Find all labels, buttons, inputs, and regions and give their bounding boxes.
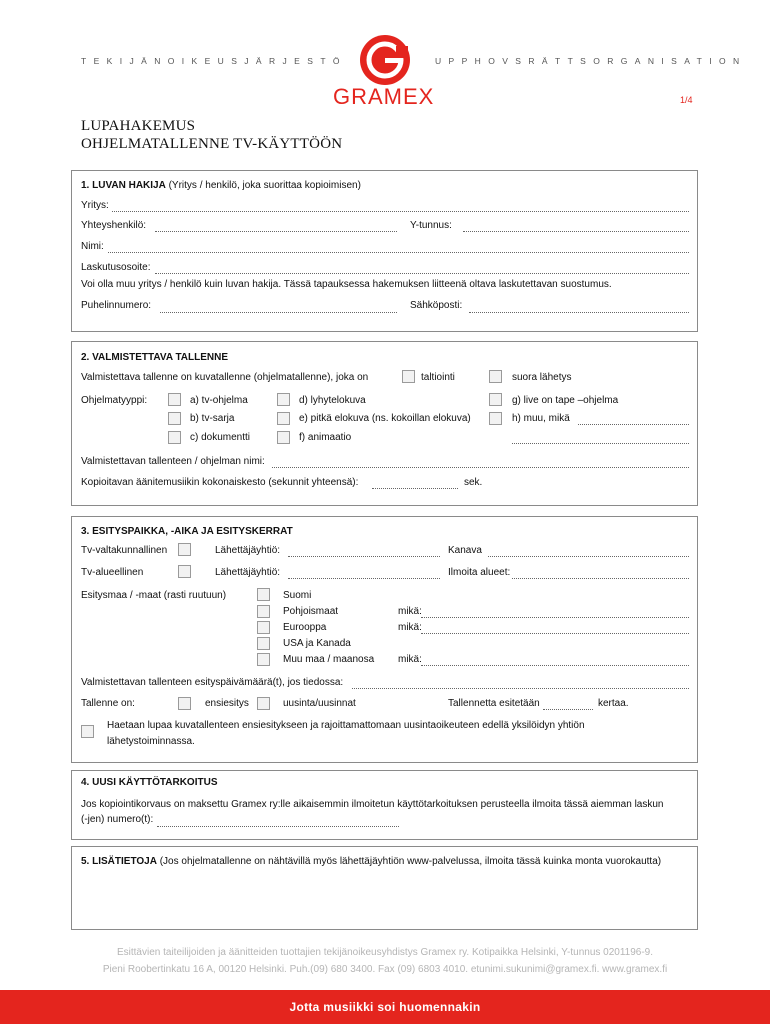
type-f-label: f) animaatio	[299, 432, 352, 443]
channel-field[interactable]	[488, 556, 689, 557]
national-tv-label: Tv-valtakunnallinen	[81, 545, 168, 556]
dates-label: Valmistettavan tallenteen esityspäivämäärä(t), jos tiedossa:	[81, 677, 344, 688]
europe-label: Eurooppa	[283, 622, 327, 633]
regional-tv-label: Tv-alueellinen	[81, 567, 144, 578]
invoice-number-field[interactable]	[157, 826, 399, 827]
business-id-field[interactable]	[463, 231, 689, 232]
first-run-label: ensiesitys	[205, 698, 249, 709]
type-h-checkbox[interactable]	[489, 412, 502, 425]
type-d-label: d) lyhytelokuva	[299, 395, 366, 406]
section-1-heading: 1. LUVAN HAKIJA (Yritys / henkilö, joka suorittaa kopioimisen)	[81, 180, 361, 191]
other-country-checkbox[interactable]	[257, 653, 270, 666]
type-c-checkbox[interactable]	[168, 431, 181, 444]
seconds-unit: sek.	[464, 477, 483, 488]
countries-label: Esitysmaa / -maat (rasti ruutuun)	[81, 590, 227, 601]
live-broadcast-checkbox[interactable]	[489, 370, 502, 383]
nordic-checkbox[interactable]	[257, 605, 270, 618]
type-e-label: e) pitkä elokuva (ns. kokoillan elokuva)	[299, 413, 471, 424]
section-2-heading: 2. VALMISTETTAVA TALLENNE	[81, 352, 229, 363]
recording-checkbox[interactable]	[402, 370, 415, 383]
billing-note: Voi olla muu yritys / henkilö kuin luvan hakija. Tässä tapauksessa hakemuksen liitteenä oltava laskutettavan suostumus.	[81, 279, 612, 290]
footer-address-line-2: Pieni Roobertinkatu 16 A, 00120 Helsinki. Puh.(09) 680 3400. Fax (09) 6803 4010. etunimi.sukunimi@gramex.fi. www.gramex.fi	[102, 964, 668, 975]
broadcaster-label-1: Lähettäjäyhtiö:	[215, 545, 281, 556]
broadcaster-label-2: Lähettäjäyhtiö:	[215, 567, 281, 578]
billing-label: Laskutusosoite:	[81, 262, 151, 273]
type-f-checkbox[interactable]	[277, 431, 290, 444]
footer-banner	[0, 990, 770, 1024]
times-field[interactable]	[543, 709, 593, 710]
broadcaster-field-2[interactable]	[288, 578, 440, 579]
request-text: Haetaan lupaa kuvatallenteen ensiesitykseen ja rajoittamattomaan uusintaoikeuteen edellä yksilöidyn yhtiön	[107, 720, 585, 731]
form-title: LUPAHAKEMUS	[81, 118, 196, 134]
dates-field[interactable]	[352, 688, 689, 689]
type-c-label: c) dokumentti	[190, 432, 251, 443]
europe-which-field[interactable]	[421, 633, 689, 634]
page-number: 1/4	[680, 95, 693, 105]
section-4-heading: 4. UUSI KÄYTTÖTARKOITUS	[81, 777, 218, 788]
name-field[interactable]	[108, 252, 689, 253]
type-g-label: g) live on tape –ohjelma	[512, 395, 619, 406]
recording-is-label: Tallenne on:	[81, 698, 135, 709]
request-checkbox[interactable]	[81, 725, 94, 738]
europe-which-label: mikä:	[398, 622, 422, 633]
name-label: Nimi:	[81, 241, 104, 252]
recording-option-label: taltiointi	[421, 372, 455, 383]
usa-label: USA ja Kanada	[283, 638, 351, 649]
first-run-checkbox[interactable]	[178, 697, 191, 710]
footer-address-line-1: Esittävien taiteilijoiden ja äänitteiden tuottajien tekijänoikeusyhdistys Gramex ry. Kotipaikka Helsinki, Y-tunnus 0201196-9.	[116, 947, 654, 958]
type-d-checkbox[interactable]	[277, 393, 290, 406]
footer-slogan: Jotta musiikki soi huomennakin	[289, 1000, 481, 1014]
type-b-label: b) tv-sarja	[190, 413, 235, 424]
finland-checkbox[interactable]	[257, 588, 270, 601]
business-id-label: Y-tunnus:	[410, 220, 452, 231]
company-label: Yritys:	[81, 200, 109, 211]
type-h-label: h) muu, mikä	[512, 413, 570, 424]
finland-label: Suomi	[283, 590, 312, 601]
type-b-checkbox[interactable]	[168, 412, 181, 425]
type-g-checkbox[interactable]	[489, 393, 502, 406]
type-h-other-field-2[interactable]	[512, 443, 689, 444]
type-a-label: a) tv-ohjelma	[190, 395, 248, 406]
regions-label: Ilmoita alueet:	[448, 567, 511, 578]
usa-checkbox[interactable]	[257, 637, 270, 650]
live-broadcast-label: suora lähetys	[512, 372, 572, 383]
section-5-heading: 5. LISÄTIETOJA (Jos ohjelmatallenne on nähtävillä myös lähettäjäyhtiön www-palvelussa, ilmoita tässä kuinka monta vuorokautta)	[81, 856, 662, 867]
program-type-label: Ohjelmatyyppi:	[81, 395, 148, 406]
phone-label: Puhelinnumero:	[81, 300, 152, 311]
nordic-which-label: mikä:	[398, 606, 422, 617]
org-name-swedish: UPPHOVSRÄTTSORGANISATION	[435, 56, 747, 66]
org-name-finnish: TEKIJÄNOIKEUSJÄRJESTÖ	[81, 56, 347, 66]
company-field[interactable]	[112, 211, 689, 212]
national-tv-checkbox[interactable]	[178, 543, 191, 556]
email-field[interactable]	[469, 312, 689, 313]
contact-field[interactable]	[155, 231, 397, 232]
rerun-label: uusinta/uusinnat	[283, 698, 356, 709]
other-which-label: mikä:	[398, 654, 422, 665]
section-applicant	[71, 170, 698, 332]
recording-type-text: Valmistettava tallenne on kuvatallenne (ohjelmatallenne), joka on	[81, 372, 369, 383]
nordic-which-field[interactable]	[421, 617, 689, 618]
email-label: Sähköposti:	[410, 300, 463, 311]
invoice-number-label: (-jen) numero(t):	[81, 814, 154, 825]
channel-label: Kanava	[448, 545, 482, 556]
request-text-2: lähetystoiminnassa.	[107, 736, 195, 747]
phone-field[interactable]	[160, 312, 397, 313]
type-a-checkbox[interactable]	[168, 393, 181, 406]
section-3-heading: 3. ESITYSPAIKKA, -AIKA JA ESITYSKERRAT	[81, 526, 293, 537]
type-h-other-field[interactable]	[578, 424, 689, 425]
regional-tv-checkbox[interactable]	[178, 565, 191, 578]
other-country-label: Muu maa / maanosa	[283, 654, 375, 665]
invoice-text: Jos kopiointikorvaus on maksettu Gramex ry:lle aikaisemmin ilmoitetun käyttötarkoituksen perusteella ilmoita tässä aiemman laskun	[81, 799, 664, 810]
type-e-checkbox[interactable]	[277, 412, 290, 425]
contact-label: Yhteyshenkilö:	[81, 220, 147, 231]
form-subtitle: OHJELMATALLENNE TV-KÄYTTÖÖN	[81, 136, 343, 152]
music-duration-field[interactable]	[372, 488, 458, 489]
billing-field[interactable]	[155, 273, 689, 274]
other-which-field[interactable]	[421, 665, 689, 666]
music-duration-label: Kopioitavan äänitemusiikin kokonaiskesto (sekunnit yhteensä):	[81, 477, 359, 488]
rerun-checkbox[interactable]	[257, 697, 270, 710]
broadcaster-field-1[interactable]	[288, 556, 440, 557]
brand-name: GRAMEX	[333, 84, 435, 109]
times-unit: kertaa.	[598, 698, 629, 709]
program-name-label: Valmistettavan tallenteen / ohjelman nimi:	[81, 456, 265, 467]
times-label: Tallennetta esitetään	[448, 698, 540, 709]
nordic-label: Pohjoismaat	[283, 606, 339, 617]
program-name-field[interactable]	[272, 467, 689, 468]
europe-checkbox[interactable]	[257, 621, 270, 634]
regions-field[interactable]	[512, 578, 689, 579]
